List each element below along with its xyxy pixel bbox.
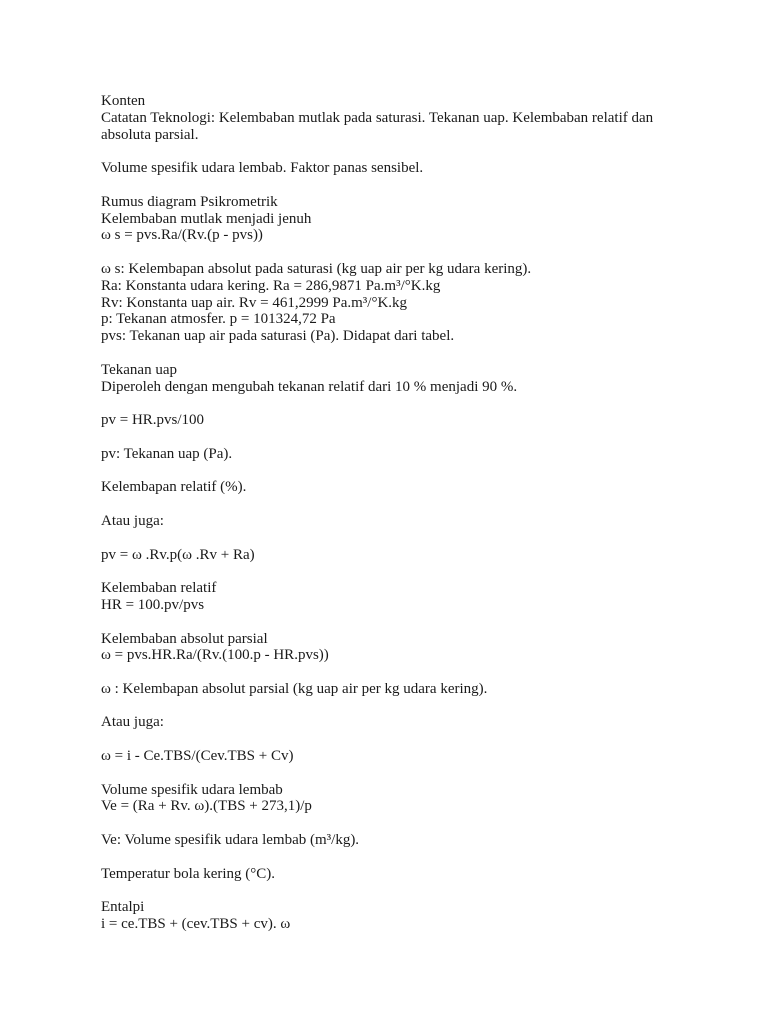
text-line: pv: Tekanan uap (Pa). (101, 445, 233, 462)
formula-line: pv = HR.pvs/100 (101, 412, 205, 429)
blank-line (101, 429, 681, 446)
formula-line: ω = pvs.HR.Ra/(Rv.(100.p - HR.pvs)) (101, 647, 329, 664)
formula-line: pv = ω .Rv.p(ω .Rv + Ra) (101, 546, 255, 563)
formula-line: ω = i - Ce.TBS/(Cev.TBS + Cv) (101, 748, 294, 765)
section-heading: Volume spesifik udara lembab (101, 781, 283, 798)
text-line: Ra: Konstanta udara kering. Ra = 286,9871 Pa.m³/°K.kg (101, 277, 441, 294)
blank-line (101, 815, 681, 832)
text-line: Temperatur bola kering (°C). (101, 865, 276, 882)
formula-line: HR = 100.pv/pvs (101, 596, 205, 613)
text-line: Atau juga: (101, 714, 164, 731)
blank-line (101, 731, 681, 748)
text-line: ω : Kelembapan absolut parsial (kg uap air per kg udara kering). (101, 680, 488, 697)
blank-line (101, 143, 681, 160)
text-line: Volume spesifik udara lembab. Faktor panas sensibel. (101, 160, 424, 177)
document-body (101, 93, 681, 933)
blank-line (101, 882, 681, 899)
text-line: Atau juga: (101, 512, 164, 529)
section-heading: Entalpi (101, 899, 145, 916)
section-heading: Kelembaban absolut parsial (101, 630, 268, 647)
blank-line (101, 496, 681, 513)
text-line: Diperoleh dengan mengubah tekanan relatif dari 10 % menjadi 90 %. (101, 378, 518, 395)
blank-line (101, 765, 681, 782)
section-heading: Rumus diagram Psikrometrik (101, 193, 278, 210)
text-line: pvs: Tekanan uap air pada saturasi (Pa). Didapat dari tabel. (101, 328, 455, 345)
text-line: Kelembaban mutlak menjadi jenuh (101, 210, 312, 227)
blank-line (101, 698, 681, 715)
formula-line: ω s = pvs.Ra/(Rv.(p - pvs)) (101, 227, 263, 244)
text-line: p: Tekanan atmosfer. p = 101324,72 Pa (101, 311, 336, 328)
section-heading: Kelembaban relatif (101, 580, 217, 597)
blank-line (101, 664, 681, 681)
formula-line: i = ce.TBS + (cev.TBS + cv). ω (101, 916, 291, 933)
text-line: Catatan Teknologi: Kelembaban mutlak pada saturasi. Tekanan uap. Kelembaban relatif dan (101, 109, 654, 126)
text-line: Rv: Konstanta uap air. Rv = 461,2999 Pa.m³/°K.kg (101, 294, 408, 311)
text-line: ω s: Kelembapan absolut pada saturasi (kg uap air per kg udara kering). (101, 260, 532, 277)
blank-line (101, 244, 681, 261)
blank-line (101, 463, 681, 480)
text-line: Ve: Volume spesifik udara lembab (m³/kg). (101, 832, 360, 849)
blank-line (101, 563, 681, 580)
blank-line (101, 177, 681, 194)
blank-line (101, 395, 681, 412)
blank-line (101, 849, 681, 866)
blank-line (101, 614, 681, 631)
text-line: Kelembapan relatif (%). (101, 479, 247, 496)
section-heading: Konten (101, 93, 146, 109)
formula-line: Ve = (Ra + Rv. ω).(TBS + 273,1)/p (101, 798, 312, 815)
section-heading: Tekanan uap (101, 361, 177, 378)
text-line: absoluta parsial. (101, 126, 199, 143)
blank-line (101, 345, 681, 362)
blank-line (101, 530, 681, 547)
